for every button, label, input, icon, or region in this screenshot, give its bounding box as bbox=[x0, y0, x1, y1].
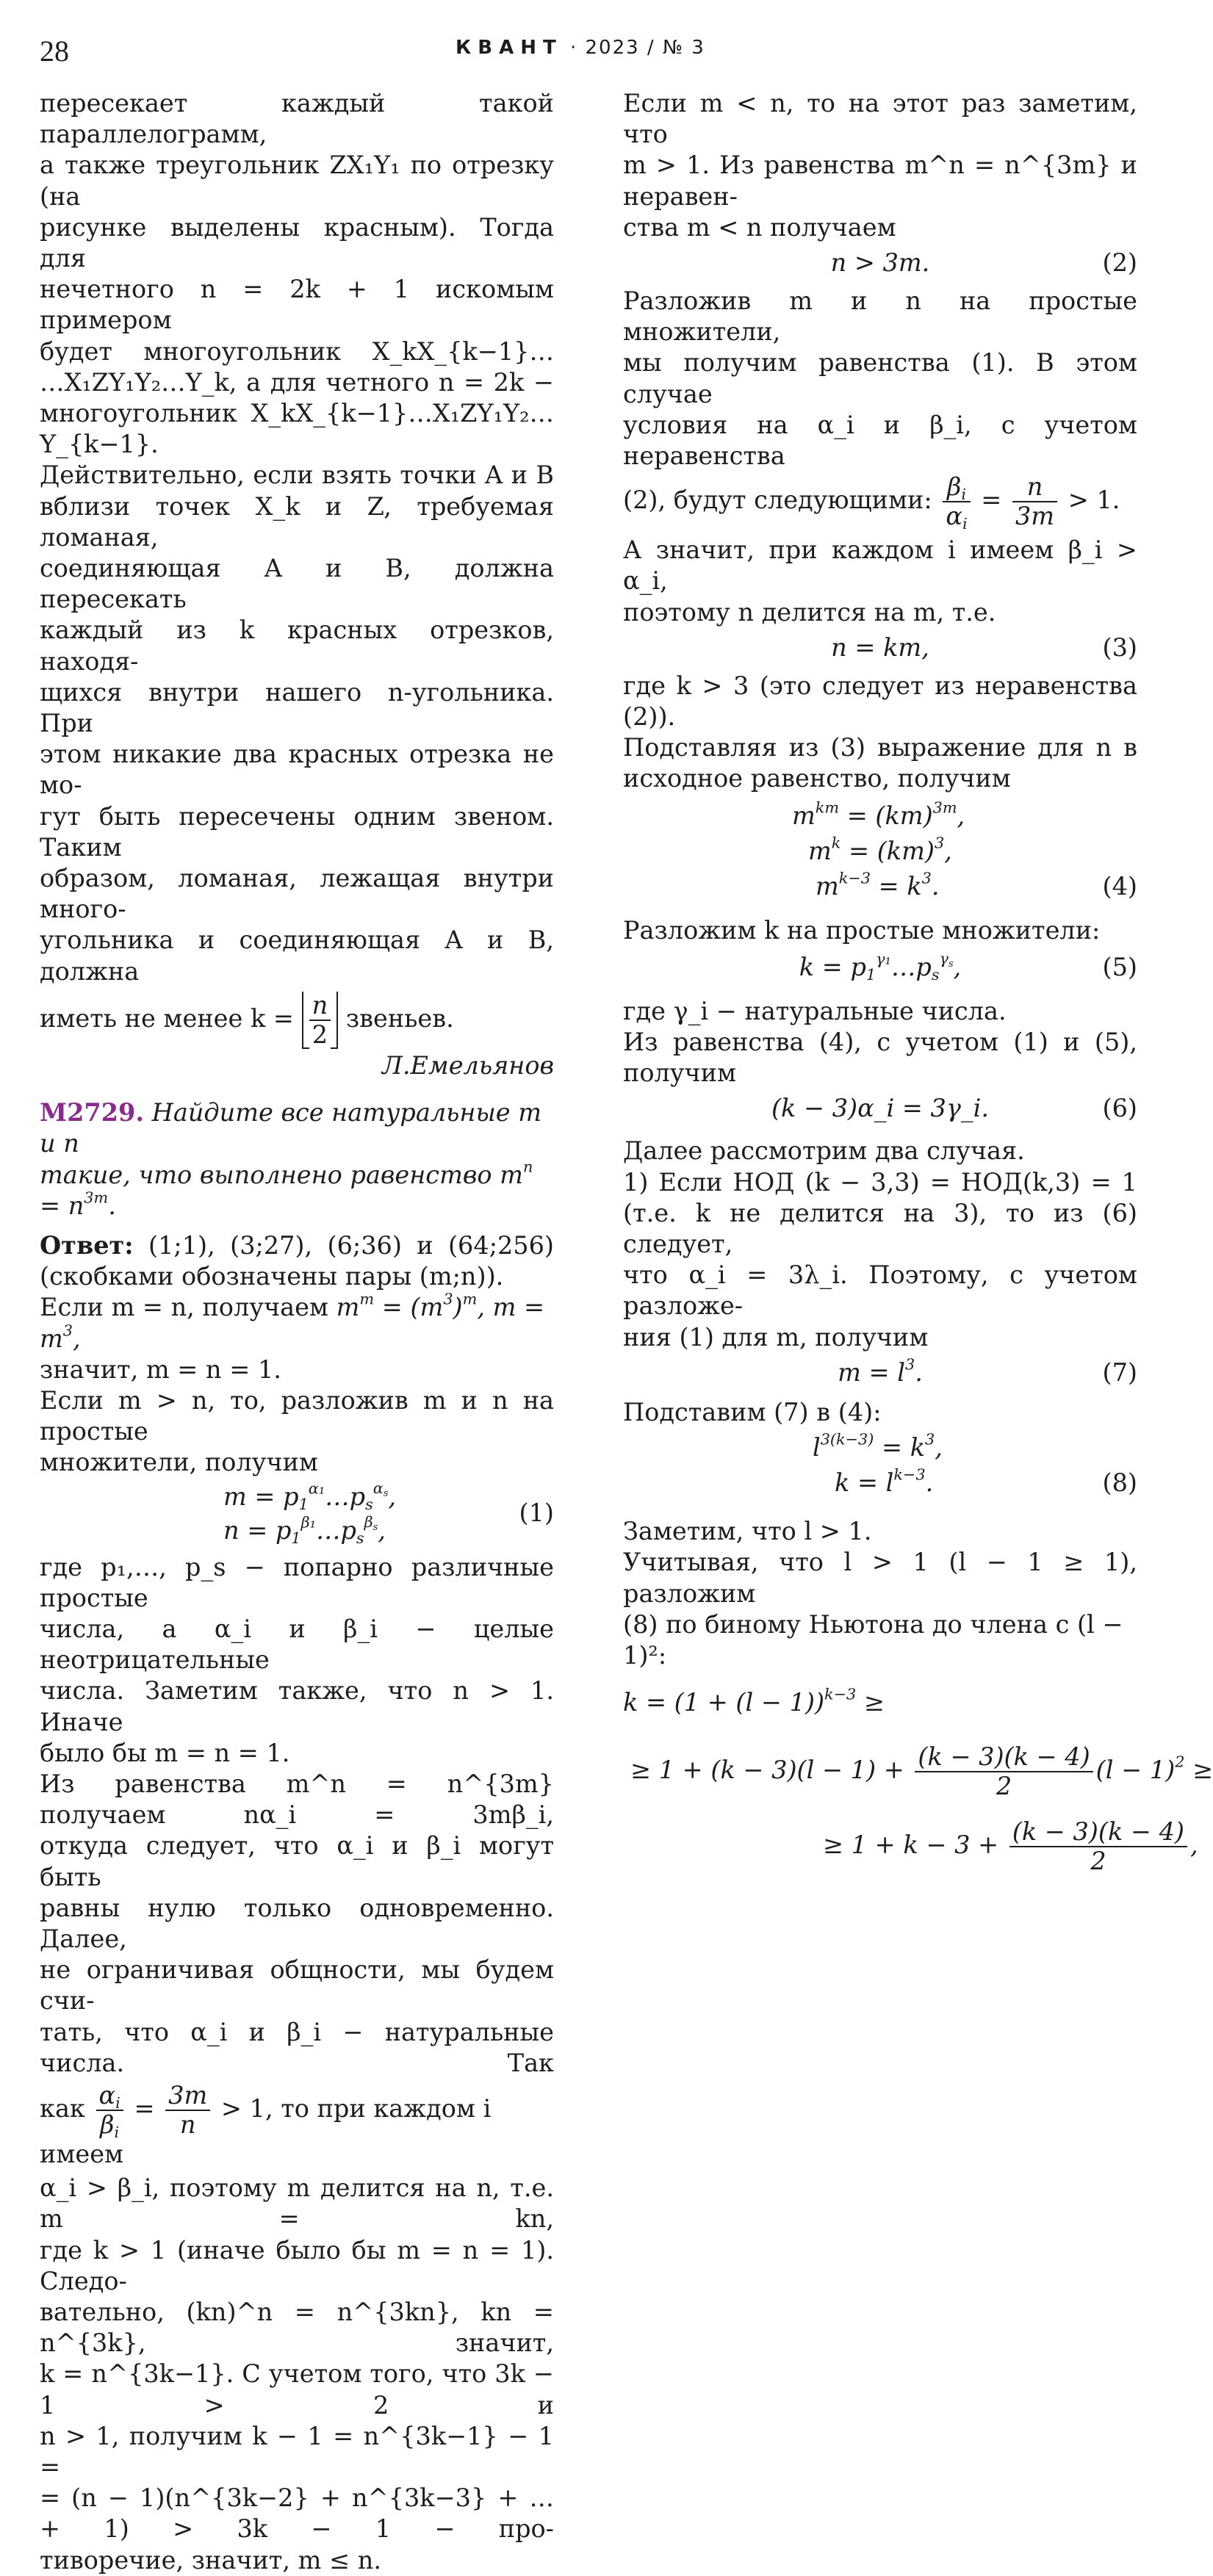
text-line: числа. Заметим также, что n > 1. Иначе bbox=[40, 1676, 554, 1736]
text-line: n > 1, получим k − 1 = n^{3k−1} − 1 = bbox=[40, 2421, 554, 2482]
text-line: Из равенства m^n = n^{3m} получаем nα_i = 3mβ_i, bbox=[40, 1769, 554, 1830]
text-line-with-formula: как $\frac{\alpha_i}{\beta_i}$ = $\frac{3m}{n}$ > 1, то при каждом i имеем bbox=[40, 2080, 492, 2168]
equation-label: (4) bbox=[1102, 871, 1137, 901]
text-line: m > 1. Из равенства m^n = n^{3m} и неравен- bbox=[623, 151, 1137, 211]
issue-info: · 2023 / № 3 bbox=[569, 37, 705, 59]
text-line: пересекает каждый такой параллелограмм, bbox=[40, 89, 554, 149]
text-line: Разложив m и n на простые множители, bbox=[623, 286, 1137, 347]
equation-body: n > 3m. bbox=[830, 248, 930, 278]
text-line: вблизи точек X_k и Z, требуемая ломаная, bbox=[40, 491, 554, 552]
equation-2 bbox=[623, 243, 1137, 286]
text-line: этом никакие два красных отрезка не мо- bbox=[40, 740, 554, 800]
problem-statement bbox=[40, 1097, 554, 1159]
text-line: Действительно, если взять точки A и B bbox=[40, 461, 554, 490]
text-line: гут быть пересечены одним звеном. Таким bbox=[40, 801, 554, 862]
text-line: где k > 1 (иначе было бы m = n = 1). Следо- bbox=[40, 2235, 554, 2295]
left-column bbox=[40, 88, 554, 2576]
fraction-n-over-2: $\frac{n}{2}$ bbox=[309, 992, 331, 1049]
text-line: соединяющая A и B, должна пересекать bbox=[40, 554, 554, 614]
journal-name: КВАНТ bbox=[456, 37, 563, 59]
answer-line bbox=[40, 1230, 554, 1261]
text-line: образом, ломаная, лежащая внутри много- bbox=[40, 864, 554, 924]
binomial-expansion: $k = (1 + (l - 1))^{k-3}$ ≥ ≥ 1 + (k − 3)(l − 1) + $\frac{(k - 3)(k - 4)}{2}$ $(l - 1)^2$ ≥ ≥ 1 + k − 3 + $\frac{(k - 3)(k - 4)}{2}$ , bbox=[623, 1685, 1213, 1876]
problem-statement-line: такие, что выполнено равенство $m^n = n^{3m}$. bbox=[40, 1157, 533, 1220]
right-column bbox=[623, 88, 1213, 1903]
page-number: 28 bbox=[40, 35, 69, 68]
equation-body: (k − 3)α_i = 3γ_i. bbox=[771, 1094, 990, 1123]
text-line: ства m < n получаем bbox=[623, 212, 896, 242]
text-line: получим bbox=[623, 1058, 737, 1088]
answer-text: (1;1), (3;27), (6;36) и (64;256) bbox=[148, 1230, 554, 1260]
fraction-n-over-3m: $\frac{n}{3m}$ bbox=[1012, 473, 1057, 530]
equation-3 bbox=[623, 628, 1137, 671]
equation-7: $m = l^3$. (7) bbox=[623, 1353, 1137, 1397]
text-line: вательно, (kn)^n = n^{3kn}, kn = n^{3k}, значит, bbox=[40, 2298, 554, 2358]
text-line: Из равенства (4), с учетом (1) и (5), bbox=[623, 1028, 1137, 1057]
text-fragment: иметь не менее k = bbox=[40, 1003, 294, 1033]
text-line: k = n^{3k−1}. С учетом того, что 3k − 1 > 2 и bbox=[40, 2359, 554, 2420]
equation-label: (7) bbox=[1102, 1357, 1137, 1387]
text-line: 1) Если НОД (k − 3,3) = НОД(k,3) = 1 bbox=[623, 1167, 1137, 1197]
equation-label: (8) bbox=[1102, 1468, 1137, 1498]
text-line-with-formula: Если m = n, получаем $m^m = (m^3)^m$, $m = m^3$, bbox=[40, 1290, 545, 1353]
equation-label: (5) bbox=[1102, 952, 1137, 981]
text-line: где p₁,…, p_s − попарно различные простые bbox=[40, 1552, 554, 1612]
equation-1: $m = p_1^{\alpha_1}\dots p_s^{\alpha_s}$, $n = p_1^{\beta_1}\dots p_s^{\beta_s}$, (1) bbox=[223, 1479, 554, 1547]
text-fragment: звеньев. bbox=[345, 1003, 454, 1033]
text-line: было бы m = n = 1. bbox=[40, 1738, 290, 1767]
text-line: Разложим k на простые множители: bbox=[623, 915, 1101, 945]
text-fragment: Если m = n, получаем bbox=[40, 1293, 328, 1322]
text-line: что α_i = 3λ_i. Поэтому, с учетом разложе- bbox=[623, 1260, 1137, 1321]
text-fragment: Найдите все натуральные m и n bbox=[40, 1098, 541, 1158]
text-line: щихся внутри нашего n-угольника. При bbox=[40, 677, 554, 738]
equation-label: (3) bbox=[1102, 632, 1137, 662]
text-fragment: > 1, то при каждом i имеем bbox=[40, 2093, 492, 2168]
text-line: каждый из k красных отрезков, находя- bbox=[40, 616, 554, 676]
text-line: Подставим (7) в (4): bbox=[623, 1397, 882, 1426]
text-line: Заметим, что l > 1. bbox=[623, 1517, 872, 1546]
fraction-3m-over-n: $\frac{3m}{n}$ bbox=[165, 2082, 210, 2139]
text-line: тать, что α_i и β_i − натуральные числа. Так bbox=[40, 2017, 554, 2077]
equation-label: (2) bbox=[1102, 248, 1137, 278]
fraction-beta-over-alpha: $\frac{\beta_i}{\alpha_i}$ bbox=[943, 473, 970, 530]
text-line: …X₁ZY₁Y₂…Y_k, а для четного n = 2k − bbox=[40, 367, 554, 397]
text-line: Если m > n, то, разложив m и n на простые bbox=[40, 1385, 554, 1446]
equation-5: $k = p_1^{\gamma_1}\dots p_s^{\gamma_s}$, (5) bbox=[799, 950, 1137, 984]
text-line: где γ_i − натуральные числа. bbox=[623, 996, 1007, 1025]
text-line: где k > 3 (это следует из неравенства (2)). bbox=[623, 671, 1137, 732]
text-line: будет многоугольник X_kX_{k−1}… bbox=[40, 336, 554, 366]
running-header bbox=[456, 37, 705, 59]
text-line: множители, получим bbox=[40, 1448, 318, 1477]
text-line: а также треугольник ZX₁Y₁ по отрезку (на bbox=[40, 151, 554, 211]
text-line: равны нулю только одновременно. Далее, bbox=[40, 1893, 554, 1953]
text-line: нечетного n = 2k + 1 искомым примером bbox=[40, 275, 554, 335]
text-fragment: (2), будут следующими: bbox=[623, 486, 932, 515]
text-line: (скобками обозначены пары (m;n)). bbox=[40, 1262, 504, 1291]
text-fragment: как bbox=[40, 2093, 85, 2123]
text-line: (т.е. k не делится на 3), то из (6) следует, bbox=[623, 1198, 1137, 1259]
text-line: Если m < n, то на этот раз заметим, что bbox=[623, 89, 1137, 149]
text-line: многоугольник X_kX_{k−1}…X₁ZY₁Y₂…Y_{k−1}. bbox=[40, 399, 554, 459]
text-line: откуда следует, что α_i и β_i могут быть bbox=[40, 1831, 554, 1891]
floor-bracket bbox=[302, 992, 339, 1049]
text-line-with-formula bbox=[40, 992, 554, 1049]
text-line: значит, m = n = 1. bbox=[40, 1354, 281, 1384]
text-line: = (n − 1)(n^{3k−2} + n^{3k−3} + … + 1) > 3k − 1 − про- bbox=[40, 2483, 554, 2544]
answer-label: Ответ: bbox=[40, 1230, 134, 1260]
equation-6 bbox=[623, 1089, 1137, 1136]
text-line: ния (1) для m, получим bbox=[623, 1322, 929, 1352]
text-line: исходное равенство, получим bbox=[623, 764, 1011, 793]
text-line: мы получим равенства (1). В этом случае bbox=[623, 348, 1137, 408]
text-line: α_i > β_i, поэтому m делится на n, т.е. m = kn, bbox=[40, 2173, 554, 2234]
text-line: условия на α_i и β_i, с учетом неравенства bbox=[623, 410, 1137, 471]
author-signature: Л.Емельянов bbox=[381, 1050, 554, 1080]
text-line: тиворечие, значит, m ≤ n. bbox=[40, 2545, 381, 2575]
text-line: А значит, при каждом i имеем β_i > α_i, bbox=[623, 535, 1137, 596]
text-line-with-formula: (2), будут следующими: $\frac{\beta_i}{\alpha_i}$ = $\frac{n}{3m}$ > 1. bbox=[623, 472, 1120, 533]
text-line: Подставляя из (3) выражение для n в bbox=[623, 733, 1137, 762]
equation-label: (6) bbox=[1102, 1094, 1137, 1123]
fraction-alpha-over-beta: $\frac{\alpha_i}{\beta_i}$ bbox=[96, 2082, 123, 2139]
text-fragment: такие, что выполнено равенство bbox=[40, 1160, 492, 1189]
text-line: числа, а α_i и β_i − целые неотрицательные bbox=[40, 1614, 554, 1675]
text-line: рисунке выделены красным). Тогда для bbox=[40, 212, 554, 273]
equation-4: $m^{km} = (km)^{3m}$, $m^k = (km)^3$, $m^{k-3} = k^3$. (4) bbox=[623, 795, 1137, 909]
equation-body: n = km, bbox=[831, 632, 929, 662]
equation-label: (1) bbox=[519, 1498, 554, 1527]
equation-8: $l^{3(k-3)} = k^3$, $k = l^{k-3}$. (8) bbox=[623, 1428, 1137, 1506]
text-line: Учитывая, что l > 1 (l − 1 ≥ 1), разложим bbox=[623, 1548, 1137, 1608]
problem-id: М2729. bbox=[40, 1098, 144, 1128]
text-line: поэтому n делится на m, т.е. bbox=[623, 597, 996, 627]
text-line: угольника и соединяющая A и B, должна bbox=[40, 926, 554, 986]
text-line: Далее рассмотрим два случая. bbox=[623, 1136, 1025, 1166]
text-line: не ограничивая общности, мы будем счи- bbox=[40, 1955, 554, 2016]
text-line: (8) по биному Ньютона до члена с (l − 1)²: bbox=[623, 1609, 1123, 1670]
